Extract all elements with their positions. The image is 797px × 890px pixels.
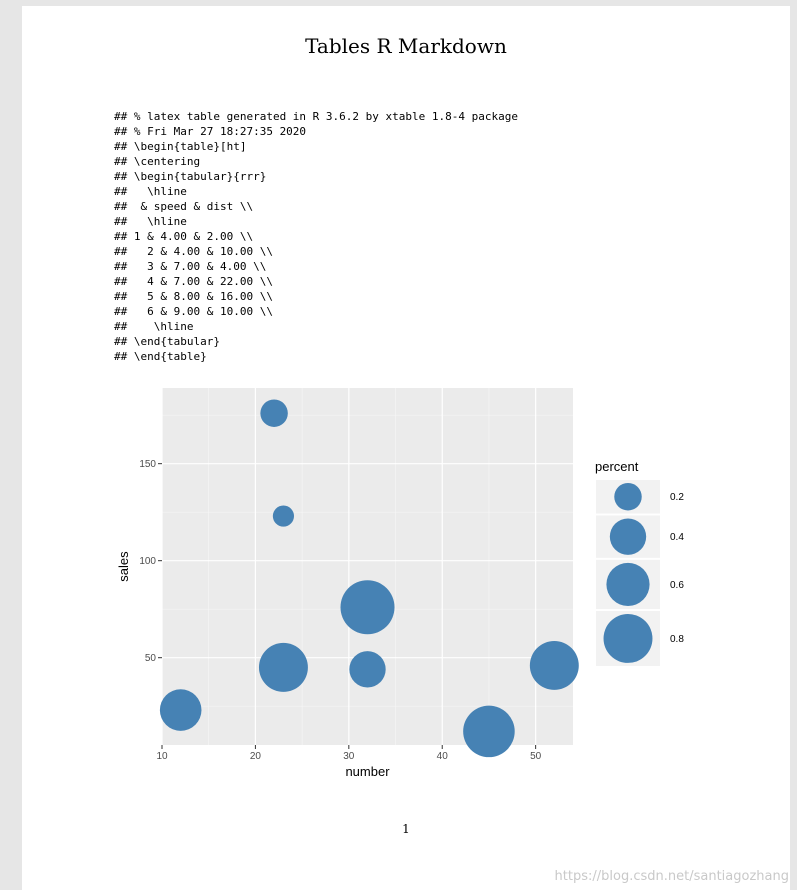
watermark: https://blog.csdn.net/santiagozhang (554, 869, 789, 884)
legend-symbol (610, 518, 646, 554)
document-page (22, 6, 790, 890)
data-point (273, 505, 294, 526)
x-tick-label: 40 (436, 751, 448, 762)
bubble-chart (22, 6, 790, 806)
code-line: ## 6 & 9.00 & 10.00 \\ (114, 305, 273, 318)
data-point (349, 651, 385, 687)
data-point (530, 641, 579, 690)
legend-title: percent (595, 459, 639, 474)
legend-label: 0.8 (670, 633, 684, 645)
x-axis-title: number (345, 764, 390, 779)
data-point (341, 580, 395, 634)
code-line: ## & speed & dist \\ (114, 200, 254, 213)
x-tick-label: 30 (343, 751, 355, 762)
code-line: ## \end{tabular} (114, 335, 220, 348)
code-line: ## \begin{table}[ht] (114, 140, 247, 153)
code-line: ## \hline (114, 320, 194, 333)
legend-symbol (604, 614, 653, 663)
legend-label: 0.2 (670, 492, 684, 504)
legend-label: 0.6 (670, 579, 684, 591)
data-point (463, 706, 515, 758)
document-title: Tables R Markdown (305, 34, 507, 58)
y-tick-label: 50 (144, 653, 156, 665)
code-line: ## 5 & 8.00 & 16.00 \\ (114, 290, 273, 303)
x-tick-label: 20 (249, 751, 261, 762)
legend-symbol (614, 483, 641, 510)
code-line: ## 4 & 7.00 & 22.00 \\ (114, 275, 273, 288)
page-number: 1 (402, 822, 410, 836)
code-line: ## % Fri Mar 27 18:27:35 2020 (114, 125, 307, 138)
legend-symbol (606, 563, 649, 606)
code-line: ## \end{table} (114, 350, 207, 363)
legend-label: 0.4 (670, 532, 684, 544)
code-line: ## 2 & 4.00 & 10.00 \\ (114, 245, 273, 258)
code-line: ## \hline (114, 185, 187, 198)
data-point (259, 643, 308, 692)
y-tick-label: 100 (139, 556, 156, 568)
y-axis-title: sales (116, 551, 131, 582)
plot-panel (162, 388, 573, 745)
code-line: ## 1 & 4.00 & 2.00 \\ (114, 230, 254, 243)
code-line: ## \centering (114, 155, 201, 168)
code-line: ## \begin{tabular}{rrr} (114, 170, 267, 183)
code-line: ## \hline (114, 215, 187, 228)
data-point (260, 399, 287, 426)
code-line: ## 3 & 7.00 & 4.00 \\ (114, 260, 267, 273)
code-line: ## % latex table generated in R 3.6.2 by xtable 1.8-4 package (114, 110, 518, 123)
x-tick-label: 50 (530, 751, 542, 762)
data-point (160, 689, 202, 731)
y-tick-label: 150 (139, 459, 156, 471)
x-tick-label: 10 (156, 751, 168, 762)
